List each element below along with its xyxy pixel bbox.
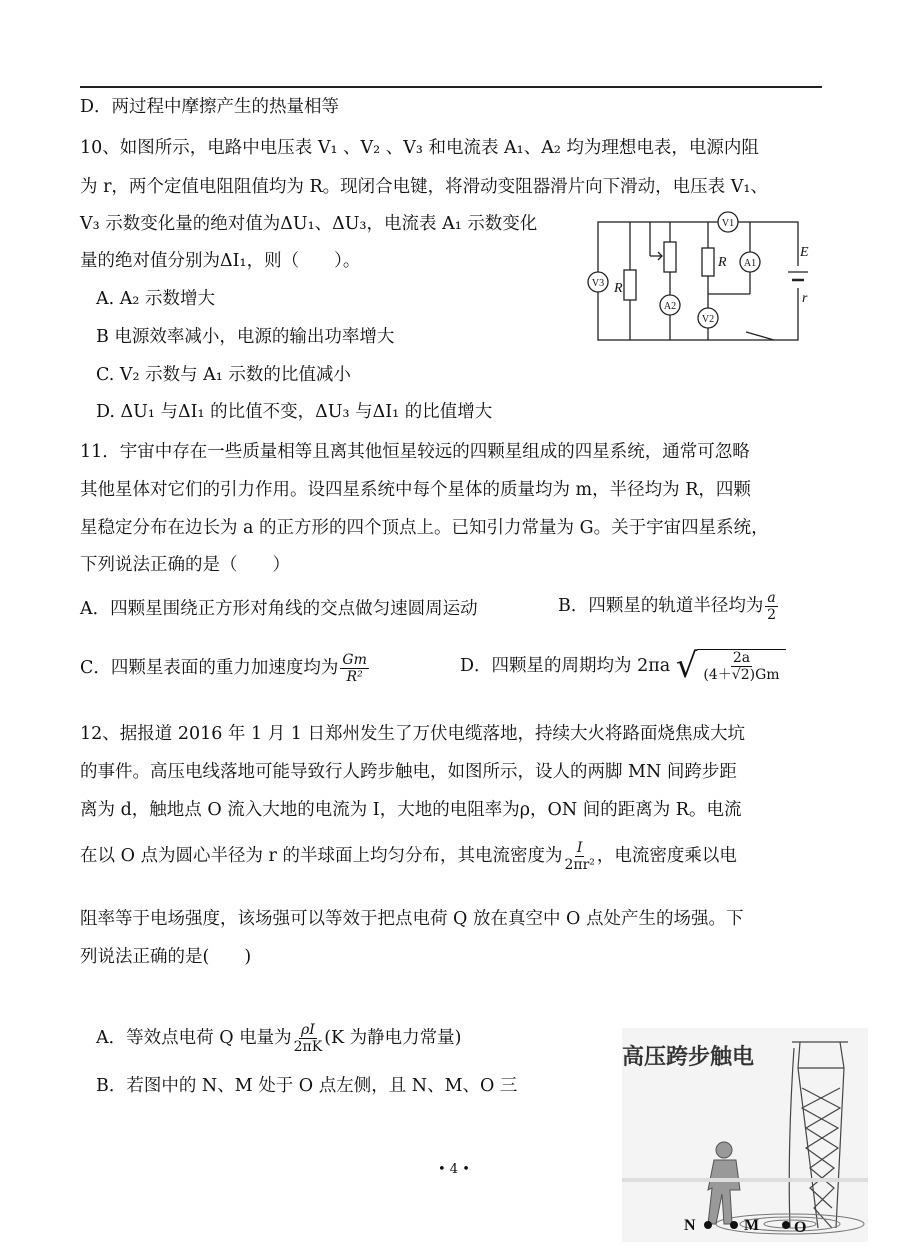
fraction-period [703, 650, 779, 683]
q11-line-4: 下列说法正确的是（ ） [80, 555, 290, 575]
a2-label: A2 [663, 301, 677, 312]
q9-option-d: D．两过程中摩擦产生的热量相等 [80, 97, 340, 117]
q10-line-3: V₃ 示数变化量的绝对值为ΔU₁、ΔU₃，电流表 A₁ 示数变化 [80, 214, 538, 234]
circuit-diagram [578, 208, 818, 344]
fraction-a-over-2 [765, 590, 777, 623]
step-voltage-illustration [622, 1028, 868, 1242]
q11-option-c-text: C．四颗星表面的重力加速度均为 [80, 658, 339, 678]
sqrt-expression: √ $\frac{2a}{(4+√2)Gm}$ [676, 648, 786, 684]
photo-caption: 高压跨步触电 [622, 1044, 755, 1069]
q11-option-b-text: B．四颗星的轨道半径均为 [558, 596, 764, 616]
q11-option-b [558, 590, 780, 623]
v2-label: V2 [701, 314, 715, 325]
q11-option-d-text: D．四颗星的周期均为 2πa [460, 656, 671, 676]
fraction-numerator: ρI [301, 1022, 315, 1038]
q10-option-c: C. V₂ 示数与 A₁ 示数的比值减小 [96, 365, 351, 385]
page-number: • 4 • [438, 1162, 470, 1177]
fraction-charge [294, 1022, 323, 1055]
fraction-numerator: Gm [342, 652, 367, 668]
r-left-label: R [614, 281, 623, 296]
point-o-dot [782, 1221, 790, 1229]
fraction-current-density [564, 840, 594, 873]
fraction-denominator: 2πK [293, 1039, 323, 1055]
q11-line-2: 其他星体对它们的引力作用。设四星系统中每个星体的质量均为 m，半径均为 R，四颗 [80, 480, 751, 500]
point-n-dot [704, 1221, 712, 1229]
v3-label: V3 [591, 278, 605, 289]
fraction-denominator: R² [346, 669, 363, 685]
point-o-label: O [794, 1219, 807, 1236]
q10-line-4: 量的绝对值分别为ΔI₁，则（ ）。 [80, 251, 361, 271]
v1-label: V1 [721, 218, 735, 229]
fraction-denominator: 2 [767, 607, 776, 623]
point-m-dot [730, 1221, 738, 1229]
fraction-gm-over-r2 [340, 652, 368, 685]
q12-line-4-start: 在以 O 点为圆心半径为 r 的半球面上均匀分布，其电流密度为 [80, 846, 563, 866]
q11-option-d [460, 648, 786, 684]
q12-option-a [96, 1022, 462, 1055]
q12-line-3: 离为 d，触地点 O 流入大地的电流为 I，大地的电阻率为ρ，ON 间的距离为 R。电流 [80, 800, 742, 820]
fraction-numerator: I [576, 840, 583, 856]
q11-line-3: 星稳定分布在边长为 a 的正方形的四个顶点上。已知引力常量为 G。关于宇宙四星系统， [80, 518, 769, 538]
fraction-numerator: a [767, 590, 776, 606]
fraction-denominator: (4＋√2)Gm [703, 667, 780, 683]
r-mid-label: R [718, 255, 727, 270]
q12-line-4-end: ，电流密度乘以电 [596, 846, 737, 866]
point-n-label: N [684, 1217, 696, 1234]
q10-line-1: 10、如图所示，电路中电压表 V₁ 、V₂ 、V₃ 和电流表 A₁、A₂ 均为理想电表，电源内阻 [80, 138, 759, 158]
q11-option-c [80, 652, 371, 685]
header-rule [80, 86, 822, 88]
fraction-numerator: 2a [732, 650, 751, 666]
fraction-denominator: 2πr² [564, 857, 595, 873]
e-label: E [800, 245, 809, 260]
q10-option-b: B 电源效率减小，电源的输出功率增大 [96, 327, 395, 347]
q10-option-d: D. ΔU₁ 与ΔI₁ 的比值不变，ΔU₃ 与ΔI₁ 的比值增大 [96, 402, 493, 422]
q11-option-a: A．四颗星围绕正方形对角线的交点做匀速圆周运动 [80, 599, 478, 619]
q10-line-2: 为 r，两个定值电阻阻值均为 R。现闭合电键，将滑动变阻器滑片向下滑动，电压表 V₁、 [80, 177, 768, 197]
point-m-label: M [744, 1217, 760, 1234]
q12-option-a-text: A．等效点电荷 Q 电量为 [96, 1028, 292, 1048]
q12-option-a-note: (K 为静电力常量) [324, 1028, 462, 1048]
q12-line-2: 的事件。高压电线落地可能导致行人跨步触电，如图所示，设人的两脚 MN 间跨步距 [80, 762, 737, 782]
r-internal-label: r [802, 291, 808, 306]
q11-line-1: 11．宇宙中存在一些质量相等且离其他恒星较远的四颗星组成的四星系统，通常可忽略 [80, 442, 750, 462]
q12-line-4 [80, 840, 737, 873]
q12-line-5: 阻率等于电场强度，该场强可以等效于把点电荷 Q 放在真空中 O 点处产生的场强。下 [80, 909, 744, 929]
a1-label: A1 [743, 258, 757, 269]
q12-line-1: 12、据报道 2016 年 1 月 1 日郑州发生了万伏电缆落地，持续大火将路面烧焦成大坑 [80, 724, 745, 744]
q10-option-a: A. A₂ 示数增大 [96, 289, 215, 309]
q12-option-b: B．若图中的 N、M 处于 O 点左侧，且 N、M、O 三 [96, 1076, 518, 1096]
q12-line-6: 列说法正确的是( ) [80, 947, 252, 967]
